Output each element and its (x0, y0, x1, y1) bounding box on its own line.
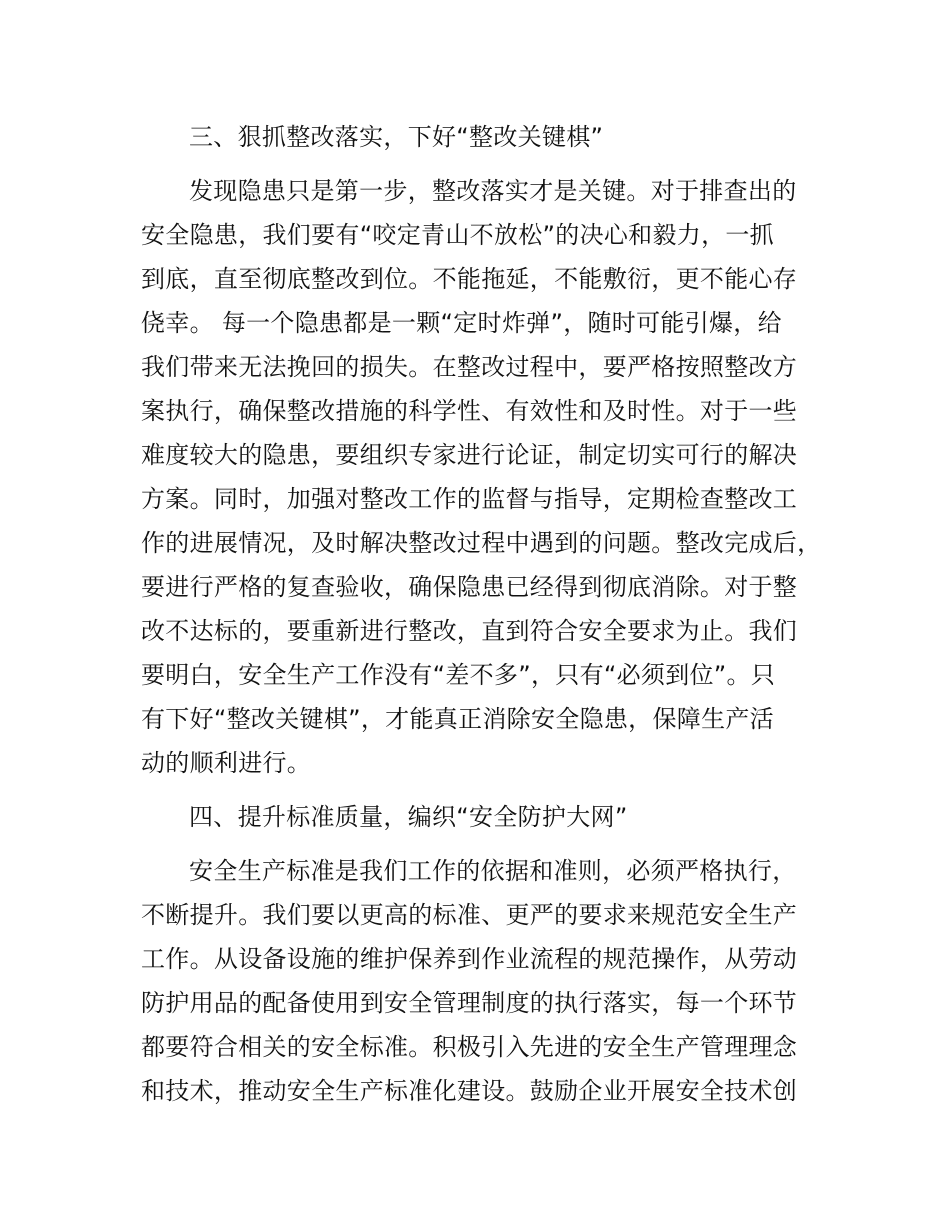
paragraph-line: 要进行严格的复查验收，确保隐患已经得到彻底消除。对于整 (141, 573, 798, 601)
paragraph-line: 工作。从设备设施的维护保养到作业流程的规范操作，从劳动 (141, 945, 798, 973)
paragraph-line: 安全隐患，我们要有“咬定青山不放松”的决心和毅力，一抓 (141, 221, 774, 249)
section-heading-3: 三、狠抓整改落实，下好“整改关键棋” (189, 123, 604, 151)
paragraph-line: 到底，直至彻底整改到位。不能拖延，不能敷衍，更不能心存 (141, 265, 798, 293)
paragraph-line: 都要符合相关的安全标准。积极引入先进的安全生产管理理念 (141, 1033, 798, 1061)
paragraph-line: 和技术，推动安全生产标准化建设。鼓励企业开展安全技术创 (141, 1077, 798, 1105)
paragraph-line: 安全生产标准是我们工作的依据和准则，必须严格执行， (189, 857, 797, 885)
paragraph-line: 改不达标的，要重新进行整改，直到符合安全要求为止。我们 (141, 617, 798, 645)
paragraph-line: 我们带来无法挽回的损失。在整改过程中，要严格按照整改方 (141, 353, 798, 381)
section-heading-4: 四、提升标准质量，编织“安全防护大网” (189, 803, 628, 831)
paragraph-line: 防护用品的配备使用到安全管理制度的执行落实，每一个环节 (141, 989, 798, 1017)
paragraph-line: 方案。同时，加强对整改工作的监督与指导，定期检查整改工 (141, 485, 798, 513)
paragraph-line: 案执行，确保整改措施的科学性、有效性和及时性。对于一些 (141, 397, 798, 425)
paragraph-line: 侥幸。 每一个隐患都是一颗“定时炸弹”，随时可能引爆，给 (141, 309, 782, 337)
paragraph-line: 作的进展情况，及时解决整改过程中遇到的问题。整改完成后， (141, 529, 822, 557)
paragraph-line: 不断提升。我们要以更高的标准、更严的要求来规范安全生产 (141, 901, 798, 929)
paragraph-line: 有下好“整改关键棋”，才能真正消除安全隐患，保障生产活 (141, 705, 774, 733)
paragraph-line: 发现隐患只是第一步，整改落实才是关键。对于排查出的 (189, 177, 797, 205)
paragraph-line: 难度较大的隐患，要组织专家进行论证，制定切实可行的解决 (141, 441, 798, 469)
paragraph-line: 要明白，安全生产工作没有“差不多”，只有“必须到位”。只 (141, 661, 776, 689)
paragraph-line: 动的顺利进行。 (141, 749, 312, 777)
